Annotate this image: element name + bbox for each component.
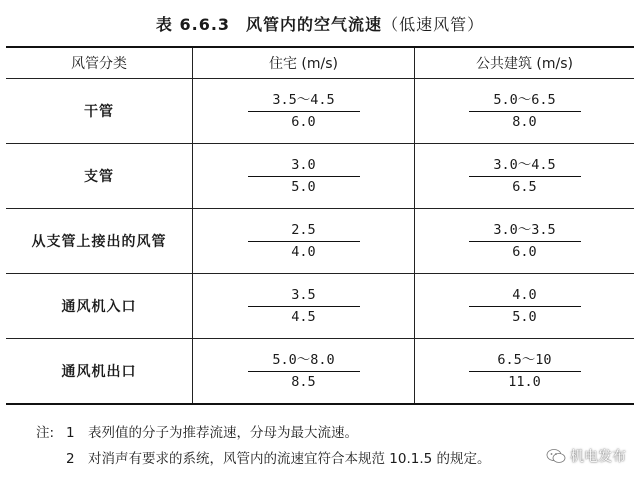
velocity-fraction [248,351,360,392]
table-row [6,209,634,274]
velocity-fraction [248,91,360,132]
velocity-fraction [248,286,360,327]
recommended-velocity: 3.0～3.5 [469,221,581,242]
recommended-velocity: 3.0～4.5 [469,156,581,177]
table-row [6,339,634,405]
note-item [36,446,491,472]
public-cell [415,144,635,209]
residential-cell [193,339,415,405]
recommended-velocity: 6.5～10 [469,351,581,372]
air-velocity-table [6,46,634,405]
table-row [6,274,634,339]
table-row [6,144,634,209]
recommended-velocity: 4.0 [469,286,581,307]
header-residential: 住宅 (m/s) [193,47,415,79]
header-public-building: 公共建筑 (m/s) [415,47,635,79]
table-number: 表 6.6.3 [155,15,231,34]
row-category: 通风机出口 [6,339,193,405]
table-title-qualifier: （低速风管） [382,15,485,34]
recommended-velocity: 5.0～6.5 [469,91,581,112]
max-velocity: 5.0 [291,178,316,195]
table-title-text: 风管内的空气流速 [246,15,383,34]
table-row [6,79,634,144]
residential-cell [193,209,415,274]
watermark-text: 机电发布 [570,449,626,465]
velocity-fraction [469,351,581,392]
public-cell [415,209,635,274]
max-velocity: 5.0 [512,308,537,325]
velocity-fraction [469,156,581,197]
recommended-velocity: 3.5～4.5 [248,91,360,112]
row-category: 支管 [6,144,193,209]
velocity-fraction [469,91,581,132]
row-category: 从支管上接出的风管 [6,209,193,274]
residential-cell [193,144,415,209]
velocity-fraction [469,221,581,262]
max-velocity: 8.0 [512,113,537,130]
max-velocity: 8.5 [291,373,316,390]
max-velocity: 4.0 [291,243,316,260]
public-cell [415,274,635,339]
wechat-icon [546,448,566,464]
notes-label: 注: [36,425,55,441]
recommended-velocity: 5.0～8.0 [248,351,360,372]
velocity-fraction [248,156,360,197]
velocity-fraction [248,221,360,262]
public-cell [415,79,635,144]
table-title [0,12,640,35]
note-text: 表列值的分子为推荐流速，分母为最大流速。 [88,425,358,441]
max-velocity: 6.0 [291,113,316,130]
watermark [546,446,626,466]
table-header-row [6,47,634,79]
table-notes [36,420,491,472]
max-velocity: 6.5 [512,178,537,195]
recommended-velocity: 3.5 [248,286,360,307]
note-index: 2 [66,451,75,467]
residential-cell [193,79,415,144]
public-cell [415,339,635,405]
row-category: 通风机入口 [6,274,193,339]
header-duct-category: 风管分类 [6,47,193,79]
note-index: 1 [66,425,75,441]
residential-cell [193,274,415,339]
row-category: 干管 [6,79,193,144]
note-text: 对消声有要求的系统，风管内的流速宜符合本规范 10.1.5 的规定。 [88,451,491,467]
max-velocity: 4.5 [291,308,316,325]
recommended-velocity: 3.0 [248,156,360,177]
max-velocity: 6.0 [512,243,537,260]
max-velocity: 11.0 [508,373,541,390]
velocity-fraction [469,286,581,327]
note-item [36,420,491,446]
recommended-velocity: 2.5 [248,221,360,242]
